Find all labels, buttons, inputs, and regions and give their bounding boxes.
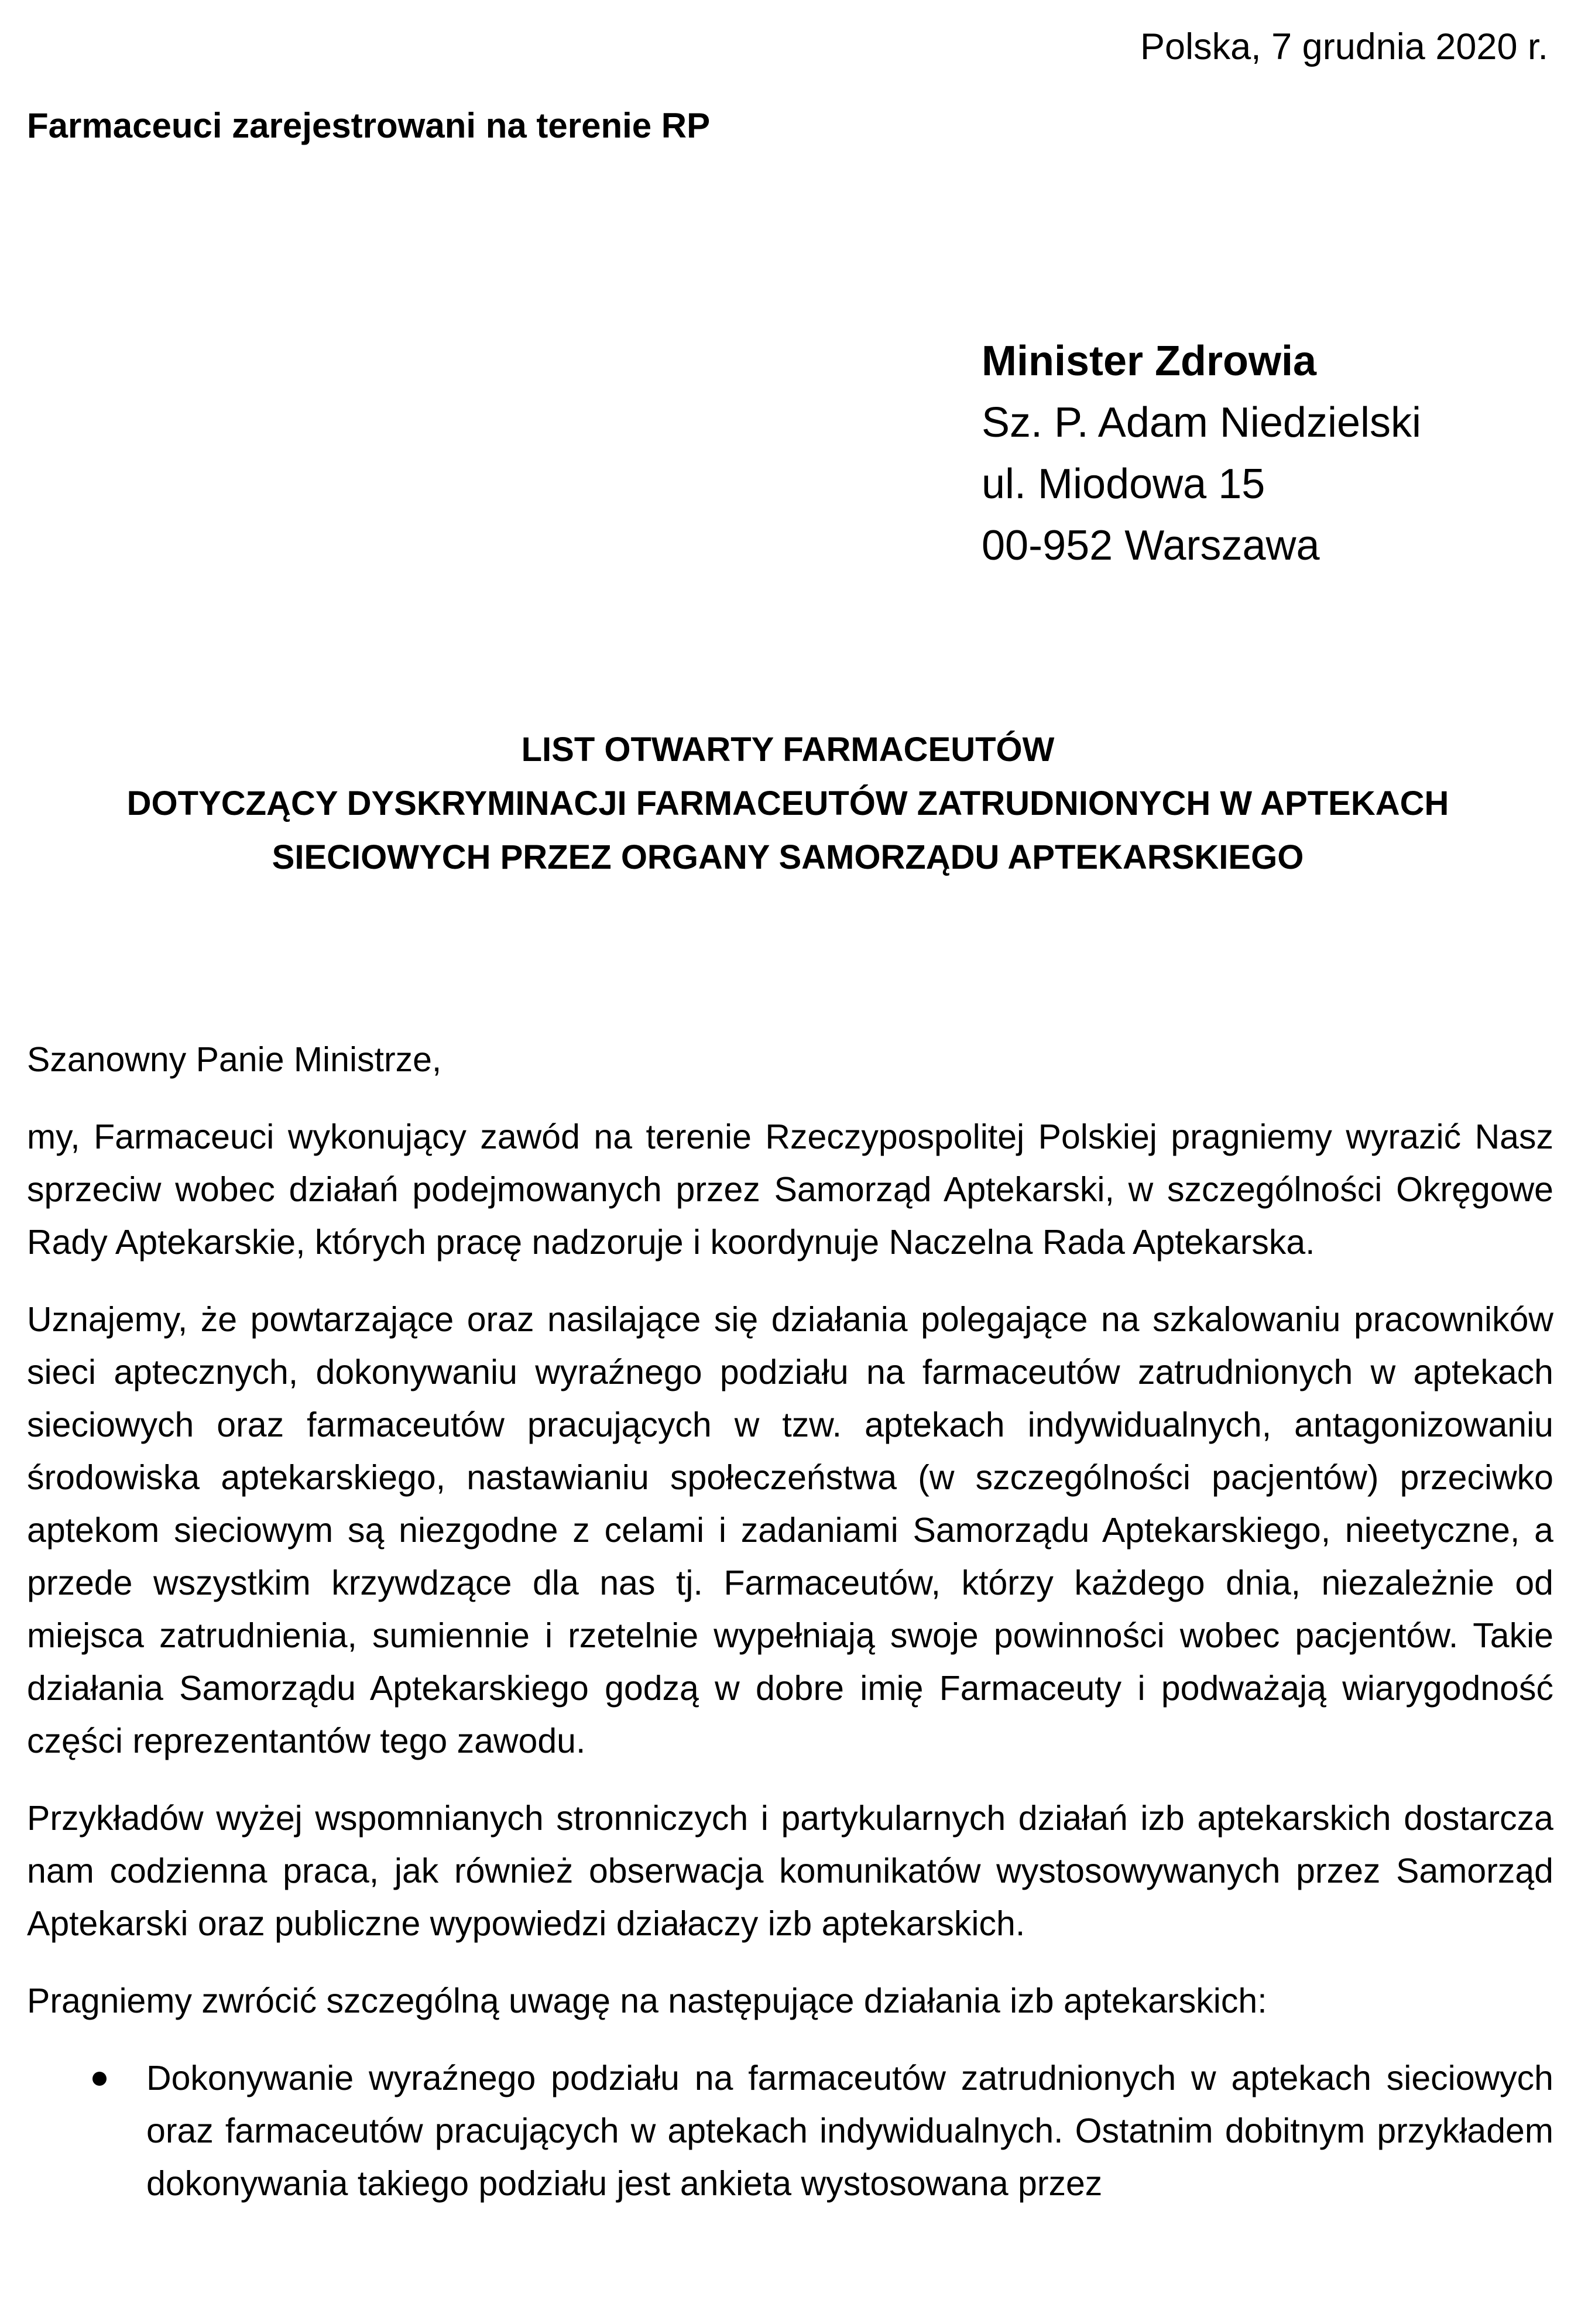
recipient-street: ul. Miodowa 15	[982, 461, 1265, 508]
recipient-address	[982, 331, 1421, 577]
bullet-item	[27, 2052, 1553, 2210]
recipient-name: Minister Zdrowia	[982, 338, 1317, 385]
bullet-text: Dokonywanie wyraźnego podziału na farmaceutów zatrudnionych w aptekach sieciowych oraz farmaceutów pracujących w aptekach indywidualnych. Ostatnim dobitnym przykładem dokonywania takiego podziału jest ankieta wystosowana przez	[146, 2059, 1553, 2203]
letter-date: Polska, 7 grudnia 2020 r.	[1140, 26, 1548, 67]
letter-sender: Farmaceuci zarejestrowani na terenie RP	[27, 106, 711, 145]
recipient-person: Sz. P. Adam Niedzielski	[982, 399, 1422, 446]
bullet-list	[27, 2052, 1553, 2210]
title-line-1: LIST OTWARTY FARMACEUTÓW	[521, 731, 1055, 769]
salutation: Szanowny Panie Ministrze,	[27, 1040, 442, 1079]
recipient-city: 00-952 Warszawa	[982, 522, 1320, 569]
paragraph-4: Pragniemy zwrócić szczególną uwagę na następujące działania izb aptekarskich:	[27, 1982, 1267, 2020]
paragraph-1: my, Farmaceuci wykonujący zawód na terenie Rzeczypospolitej Polskiej pragniemy wyrazić Nasz sprzeciw wobec działań podejmowanych przez Samorząd Aptekarski, w szczególności Okręgowe Rady Aptekarskie, których pracę nadzoruje i koordynuje Naczelna Rada Aptekarska.	[27, 1118, 1553, 1262]
paragraph-3: Przykładów wyżej wspomnianych stronniczych i partykularnych działań izb aptekarskich dostarcza nam codzienna praca, jak również obserwacja komunikatów wystosowywanych przez Samorząd Aptekarski oraz publiczne wypowiedzi działaczy izb aptekarskich.	[27, 1799, 1553, 1943]
letter-title	[27, 723, 1549, 885]
bullet-dot-icon	[92, 2072, 107, 2086]
paragraph-2: Uznajemy, że powtarzające oraz nasilające się działania polegające na szkalowaniu pracowników sieci aptecznych, dokonywaniu wyraźnego podziału na farmaceutów zatrudnionych w aptekach sieciowych oraz farmaceutów pracujących w tzw. aptekach indywidualnych, antagonizowaniu środowiska aptekarskiego, nastawianiu społeczeństwa (w szczególności pacjentów) przeciwko aptekom sieciowym są niezgodne z celami i zadaniami Samorządu Aptekarskiego, nieetyczne, a przede wszystkim krzywdzące dla nas tj. Farmaceutów, którzy każdego dnia, niezależnie od miejsca zatrudnienia, sumiennie i rzetelnie wypełniają swoje powinności wobec pacjentów. Takie działania Samorządu Aptekarskiego godzą w dobre imię Farmaceuty i podważają wiarygodność części reprezentantów tego zawodu.	[27, 1300, 1553, 1760]
title-line-2: DOTYCZĄCY DYSKRYMINACJI FARMACEUTÓW ZATRUDNIONYCH W APTEKACH	[126, 784, 1449, 822]
letter-body	[27, 1033, 1553, 2210]
title-line-3: SIECIOWYCH PRZEZ ORGANY SAMORZĄDU APTEKARSKIEGO	[272, 838, 1304, 876]
